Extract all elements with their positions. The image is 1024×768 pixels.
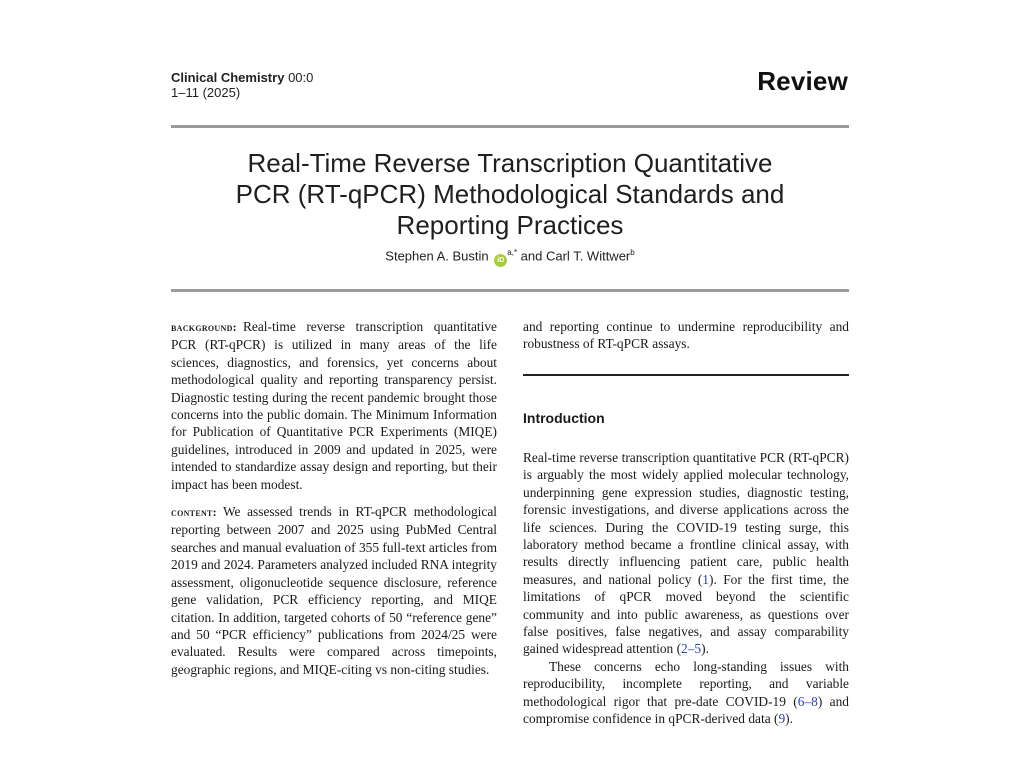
introduction-body bbox=[523, 449, 849, 727]
citation-link[interactable]: 2–5 bbox=[681, 641, 702, 657]
volume-issue: 00:0 bbox=[288, 70, 314, 85]
author-affiliation: b bbox=[630, 248, 635, 257]
intro-text: ). For the first time, the limitations of qPCR moved beyond the scientific community and into public awareness, as questions over false positives, false negatives, and assay comparability gained widespread attention ( bbox=[523, 571, 849, 657]
title-line: Reporting Practices bbox=[396, 210, 624, 240]
pages-year: 1–11 (2025) bbox=[171, 85, 241, 100]
journal-name: Clinical Chemistry bbox=[171, 70, 285, 85]
author-joiner: and bbox=[517, 248, 546, 264]
background-label: background: bbox=[171, 320, 237, 334]
abstract-left-column bbox=[171, 318, 497, 688]
abstract-background bbox=[171, 318, 497, 493]
abstract-end-rule bbox=[523, 374, 849, 376]
top-divider bbox=[171, 125, 849, 128]
abstract-divider bbox=[171, 289, 849, 292]
intro-paragraph bbox=[523, 449, 849, 658]
background-text: Real-time reverse transcription quantitative PCR (RT-qPCR) is utilized in many areas of the life sciences, diagnostics, and forensics, yet concerns about methodological quality and reporting transparency persist. Diagnostic testing during the recent pandemic brought those concerns into the public domain. The Minimum Information for Publication of Quantitative PCR Experiments (MIQE) guidelines, introduced in 2009 and updated in 2025, were intended to standardize assay design and reporting, but their impact has been modest. bbox=[171, 319, 497, 492]
journal-citation bbox=[171, 70, 313, 100]
author-affiliation: a,* bbox=[507, 248, 518, 257]
intro-text: ) and compromise confidence in qPCR-derived data ( bbox=[523, 693, 849, 727]
intro-paragraph bbox=[523, 658, 849, 728]
intro-text: ). bbox=[701, 641, 709, 657]
abstract-continuation bbox=[523, 318, 849, 353]
intro-text: These concerns echo long-standing issues with reproducibility, incomplete reporting, and variable methodological rigor that pre-date COVID-19 ( bbox=[523, 658, 849, 709]
content-label: content: bbox=[171, 505, 217, 520]
author-list bbox=[171, 248, 849, 267]
citation-link[interactable]: 6–8 bbox=[797, 693, 818, 709]
author-wittwer[interactable]: Carl T. Wittwer bbox=[545, 248, 631, 264]
content-text: We assessed trends in RT-qPCR methodological reporting between 2007 and 2025 using PubMed Central searches and manual evaluation of 355 full-text articles from 2019 and 2024. Parameters analyzed included RNA integrity assessment, oligonucleotide sequence disclosure, reference gene validation, PCR efficiency reporting, and MIQE citation. In addition, targeted cohorts of 50 “reference gene” and 50 “PCR efficiency” publications from 2024/25 were evaluated. Results were compared across timepoints, geographic regions, and MIQE-citing vs non-citing studies. bbox=[171, 504, 497, 677]
intro-text: ). bbox=[785, 711, 793, 727]
article-title bbox=[171, 148, 849, 241]
author-bustin[interactable]: Stephen A. Bustin bbox=[385, 248, 489, 264]
citation-link[interactable]: 1 bbox=[702, 571, 709, 587]
abstract-content bbox=[171, 503, 497, 678]
title-line: Real-Time Reverse Transcription Quantitative bbox=[247, 148, 773, 178]
intro-text: Real-time reverse transcription quantitative PCR (RT-qPCR) is arguably the most widely applied molecular technology, underpinning gene expression studies, diagnostic testing, forensic investigations, and diverse applications across the life sciences. During the COVID-19 testing surge, this laboratory method became a frontline clinical assay, with results directly influencing patient care, public health measures, and national policy ( bbox=[523, 450, 849, 587]
orcid-icon[interactable]: iD bbox=[494, 254, 507, 267]
citation-link[interactable]: 9 bbox=[778, 711, 786, 727]
article-type: Review bbox=[757, 66, 848, 96]
section-heading: Introduction bbox=[523, 410, 605, 426]
title-line: PCR (RT-qPCR) Methodological Standards and bbox=[235, 179, 785, 209]
continuation-text: and reporting continue to undermine reproducibility and robustness of RT-qPCR assays. bbox=[523, 319, 849, 352]
